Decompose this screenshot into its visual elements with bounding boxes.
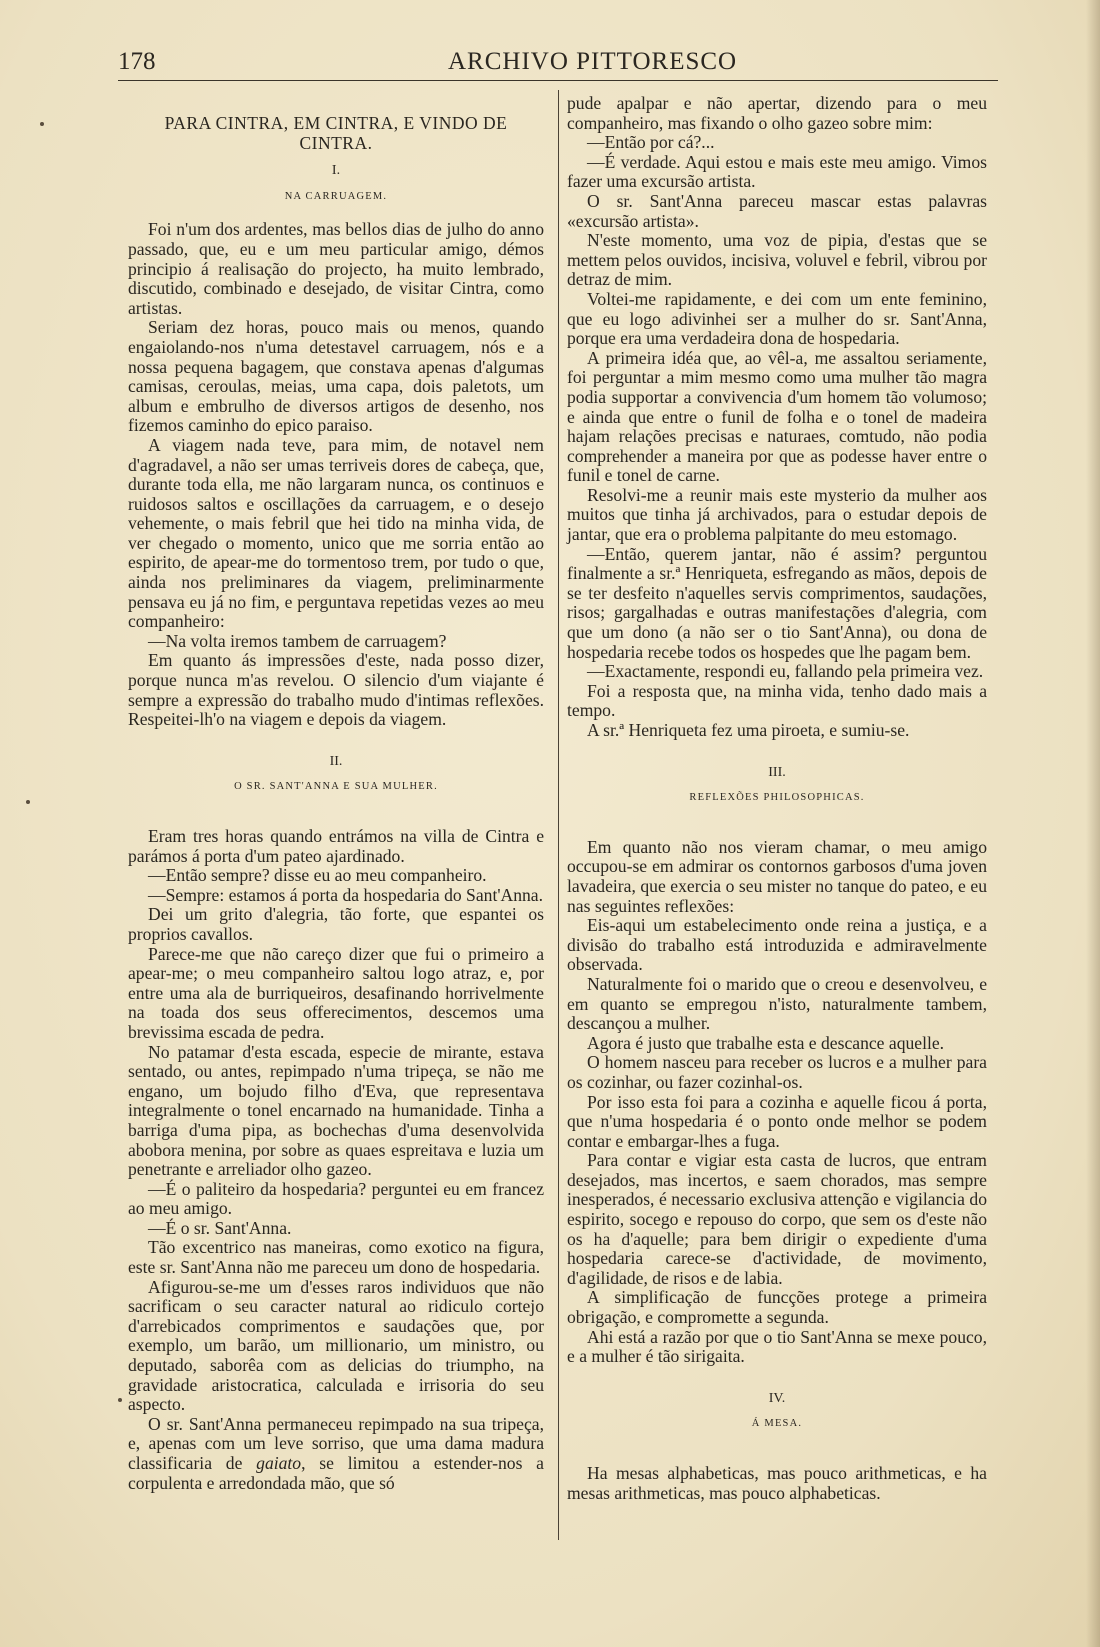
italic-word: gaiato: [256, 1453, 302, 1473]
paragraph: A simplificação de funcções protege a primeira obrigação, e compromette a segunda.: [567, 1287, 987, 1328]
paragraph: Parece-me que não careço dizer que fui o primeiro a apear-me; o meu companheiro saltou logo atraz, e, por entre uma ala de burriqueiros, desafinando horrivelmente na toada dos seus offerecimentos, descemos uma brevissima escada de pedra.: [128, 943, 544, 1042]
column-divider: [558, 90, 559, 1540]
paragraph: No patamar d'esta escada, especie de mirante, estava sentado, ou antes, repimpado n'uma tripeça, se não me engano, um bojudo filho d'Eva, que representava integralmente o tonel encarnado na humanidade. Tinha a barriga d'uma pipa, as bochechas d'uma desenvolvida abobora menina, por sobre as quaes espreitava e luzia um penetrante e arreliador olho gazeo.: [128, 1041, 544, 1180]
paragraph: Seriam dez horas, pouco mais ou menos, quando engaiolando-nos n'uma detestavel carruagem, nós e a nossa pequena bagagem, que constava apenas d'algumas camisas, ceroulas, meias, uma capa, dois paletots, um album e embrulho de diversos artigos de desenho, nos fizemos caminho do epico paraiso.: [128, 317, 544, 436]
paragraph-continued: pude apalpar e não apertar, dizendo para o meu companheiro, mas fixando o olho gazeo sobre mim:: [567, 93, 987, 133]
dialogue-line: —Na volta iremos tambem de carruagem?: [148, 630, 447, 651]
section-title: O SR. SANT'ANNA E SUA MULHER.: [234, 781, 438, 793]
paragraph: Dei um grito d'alegria, tão forte, que espantei os proprios cavallos.: [128, 904, 544, 944]
paragraph: Ha mesas alphabeticas, mas pouco arithmeticas, e ha mesas arithmeticas, mas pouco alphabeticas.: [567, 1463, 987, 1503]
section-number: III.: [768, 764, 786, 780]
paragraph: O homem nasceu para receber os lucros e a mulher para os cozinhar, ou fazer cozinhal-os.: [567, 1052, 987, 1092]
section-title: Á MESA.: [751, 1418, 803, 1430]
page-header: [118, 48, 998, 81]
paragraph: Resolvi-me a reunir mais este mysterio da mulher aos muitos que tinha já archivados, para o estudar depois de jantar, que era o problema palpitante do meu estomago.: [567, 484, 987, 545]
paragraph: O sr. Sant'Anna pareceu mascar estas palavras «excursão artista».: [567, 190, 987, 231]
paragraph: Para contar e vigiar esta casta de lucros, que entram desejados, mas incertos, e saem chorados, mas sempre inesperados, é necessario exclusiva attenção e vigilancia do espirito, socego e repouso do corpo, que sem os d'este não os ha d'aquelle; para bem dirigir o expediente d'uma hospedaria carece-se d'actividade, de movimento, d'agilidade, de risos e de labia.: [567, 1150, 987, 1288]
article-title: PARA CINTRA, EM CINTRA, E VINDO DE CINTRA.: [164, 113, 508, 153]
section-title: REFLEXÕES PHILOSOPHICAS.: [689, 792, 865, 804]
text-run: , se limitou a estender-nos a corpulenta e arredondada mão, que só: [128, 1453, 544, 1493]
left-column: [128, 92, 544, 1493]
dialogue-line: —Então, querem jantar, não é assim? perguntou finalmente a sr.ª Henriqueta, esfregando as mãos, depois de se ter desfeito n'aquelles servis comprimentos, saudações, risos; gargalhadas e outras manifestações d'alegria, com que um dono (a não ser o tio Sant'Anna), ou dona de hospedaria recebe todos os hospedes que lhe pagam bem.: [567, 543, 987, 662]
paragraph: Agora é justo que trabalhe esta e descance aquelle.: [587, 1032, 945, 1053]
journal-title: ARCHIVO PITTORESCO: [448, 48, 738, 75]
dialogue-line: —Sempre: estamos á porta da hospedaria do Sant'Anna.: [148, 884, 544, 905]
dialogue-line: —Então sempre? disse eu ao meu companheiro.: [148, 865, 487, 886]
dialogue-line: —Então por cá?...: [587, 132, 715, 153]
dialogue-line: —É o paliteiro da hospedaria? perguntei eu em francez ao meu amigo.: [128, 1178, 544, 1219]
paragraph: Ahi está a razão por que o tio Sant'Anna se mexe pouco, e a mulher é tão sirigaita.: [567, 1326, 987, 1367]
section-title: NA CARRUAGEM.: [284, 190, 388, 202]
section-number: I.: [331, 163, 341, 179]
paragraph: Eis-aqui um estabelecimento onde reina a justiça, e a divisão do trabalho está introduzida e admiravelmente observada.: [567, 915, 987, 975]
dialogue-line: —Exactamente, respondi eu, fallando pela primeira vez.: [587, 661, 984, 682]
paragraph: Voltei-me rapidamente, e dei com um ente feminino, que eu logo adivinhei ser a mulher do sr. Sant'Anna, porque era uma verdadeira dona de hospedaria.: [567, 288, 987, 349]
margin-speck: [40, 122, 44, 126]
margin-speck: [118, 1398, 122, 1402]
right-column: [567, 94, 987, 1503]
paragraph: Tão excentrico nas maneiras, como exotico na figura, este sr. Sant'Anna não me pareceu um dono de hospedaria.: [128, 1237, 544, 1278]
paragraph: Afigurou-se-me um d'esses raros individuos que não sacrificam o seu caracter natural ao ridiculo cortejo d'arrebicados comprimentos e saudações que, por exemplo, um barão, um millionario, um ministro, ou deputado, saborêa com as delicias do triumpho, na gravidade aristocratica, calculada e irrisoria do seu aspecto.: [128, 1276, 544, 1415]
paragraph: Foi a resposta que, na minha vida, tenho dado mais a tempo.: [567, 680, 987, 721]
section-number: II.: [329, 753, 343, 769]
paragraph: N'este momento, uma voz de pipia, d'estas que se mettem pelos ouvidos, incisiva, voluvel e febril, vibrou por detraz de mim.: [567, 230, 987, 290]
dialogue-line: —É o sr. Sant'Anna.: [148, 1217, 292, 1238]
dialogue-line: —É verdade. Aqui estou e mais este meu amigo. Vimos fazer uma excursão artista.: [567, 151, 987, 192]
paragraph: Por isso esta foi para a cozinha e aquelle ficou á porta, que n'uma hospedaria é o ponto onde melhor se podem contar e embargar-lhes a fuga.: [567, 1091, 987, 1151]
paragraph: A sr.ª Henriqueta fez uma piroeta, e sumiu-se.: [587, 720, 910, 740]
page-edge-shadow: [1086, 0, 1100, 1647]
paragraph: A viagem nada teve, para mim, de notavel nem d'agradavel, a não ser umas terriveis dores de cabeça, que, durante toda ella, me não largaram nunca, os continuos e ruidosos saltos e oscillações da carruagem, e o desejo vehemente, o mais febril que hei tido na minha vida, de ver chegado o momento, unico que me sorria então ao espirito, de apear-me do tormentoso trem, por tudo o que, ainda nos preliminares da viagem, preliminarmente pensava eu já no fim, e perguntava repetidas vezes ao meu companheiro:: [128, 434, 544, 632]
paragraph: Em quanto não nos vieram chamar, o meu amigo occupou-se em admirar os contornos garbosos d'uma joven lavadeira, que exercia o seu mister no tanque do pateo, e eu nas seguintes reflexões:: [567, 836, 987, 916]
paragraph: Eram tres horas quando entrámos na villa de Cintra e parámos á porta d'um pateo ajardinado.: [128, 826, 544, 866]
paragraph: [128, 1415, 544, 1493]
text-run: O sr. Sant'Anna permaneceu repimpado na sua tripeça, e, apenas com um leve sorriso, que uma dama madura classificaria de: [128, 1413, 544, 1473]
page-number: 178: [118, 48, 156, 75]
paragraph: Em quanto ás impressões d'este, nada posso dizer, porque nunca m'as revelou. O silencio d'um viajante é sempre a expressão do trabalho mudo d'intimas reflexões. Respeitei-lh'o na viagem e depois da viagem.: [128, 650, 544, 730]
margin-speck: [26, 800, 30, 804]
paragraph: Naturalmente foi o marido que o creou e desenvolveu, e em quanto se empregou n'isto, naturalmente tambem, descançou a mulher.: [567, 973, 987, 1034]
paragraph: A primeira idéa que, ao vêl-a, me assaltou seriamente, foi perguntar a mim mesmo como uma mulher tão magra podia supportar a convivencia d'um homem tão volumoso; e ainda que entre o funil de folha e o tonel de madeira hajam relações precisas e naturaes, comtudo, não podia comprehender a maneira por que as podesse haver entre o funil e tonel de carne.: [567, 347, 987, 486]
section-number: IV.: [768, 1390, 786, 1406]
paragraph: Foi n'um dos ardentes, mas bellos dias de julho do anno passado, que, eu e um meu particular amigo, démos principio á realisação do projecto, ha muito lembrado, discutido, combinado e desejado, de visitar Cintra, como artistas.: [128, 219, 544, 318]
